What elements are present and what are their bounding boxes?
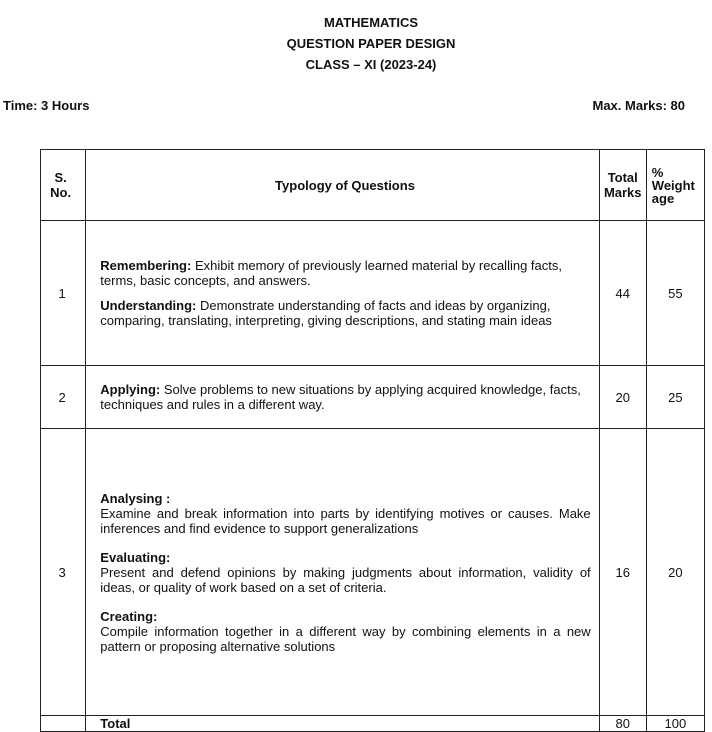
document-title: QUESTION PAPER DESIGN — [286, 36, 456, 51]
header-total-marks: Total Marks — [599, 150, 646, 221]
row-weightage: 20 — [646, 429, 704, 716]
row-typology — [86, 366, 599, 429]
header-typology: Typology of Questions — [86, 150, 599, 221]
document-header — [0, 12, 712, 75]
header-weightage: % Weight age — [646, 150, 704, 221]
table-row — [41, 429, 705, 716]
table-total-row — [41, 716, 705, 732]
total-sno-cell — [41, 716, 86, 732]
row-total-marks: 44 — [599, 221, 646, 366]
row-sno: 3 — [41, 429, 86, 716]
row-typology — [86, 429, 599, 716]
typology-applying: Applying: Solve problems to new situations by applying acquired knowledge, facts, techniques and rules in a different way. — [100, 382, 581, 412]
exam-time: Time: 3 Hours — [3, 98, 90, 113]
typology-understanding: Understanding: Demonstrate understanding of facts and ideas by organizing, comparing, translating, interpreting, giving descriptions, and stating main ideas — [100, 298, 552, 328]
row-weightage: 25 — [646, 366, 704, 429]
row-sno: 1 — [41, 221, 86, 366]
subject-title: MATHEMATICS — [323, 15, 419, 30]
class-title: CLASS – XI (2023-24) — [305, 57, 437, 72]
max-marks: Max. Marks: 80 — [592, 98, 685, 113]
total-label: Total — [86, 716, 599, 732]
typology-remembering: Remembering: Exhibit memory of previously learned material by recalling facts, terms, basic concepts, and answers. — [100, 258, 562, 288]
row-weightage: 55 — [646, 221, 704, 366]
header-sno: S. No. — [41, 150, 86, 221]
typology-analysing: Analysing : Examine and break information into parts by identifying motives or causes. Make inferences and find evidence to support generalizations — [100, 490, 591, 536]
total-marks: 80 — [599, 716, 646, 732]
typology-evaluating: Evaluating: Present and defend opinions by making judgments about information, validity of ideas, or quality of work based on a set of criteria. — [100, 549, 591, 595]
row-sno: 2 — [41, 366, 86, 429]
row-typology — [86, 221, 599, 366]
typology-creating: Creating: Compile information together in a different way by combining elements in a new pattern or proposing alternative solutions — [100, 608, 591, 654]
row-total-marks: 20 — [599, 366, 646, 429]
row-total-marks: 16 — [599, 429, 646, 716]
table-row — [41, 221, 705, 366]
table-row — [41, 366, 705, 429]
table-header-row — [41, 150, 705, 221]
total-weightage: 100 — [646, 716, 704, 732]
question-design-table — [40, 149, 705, 732]
